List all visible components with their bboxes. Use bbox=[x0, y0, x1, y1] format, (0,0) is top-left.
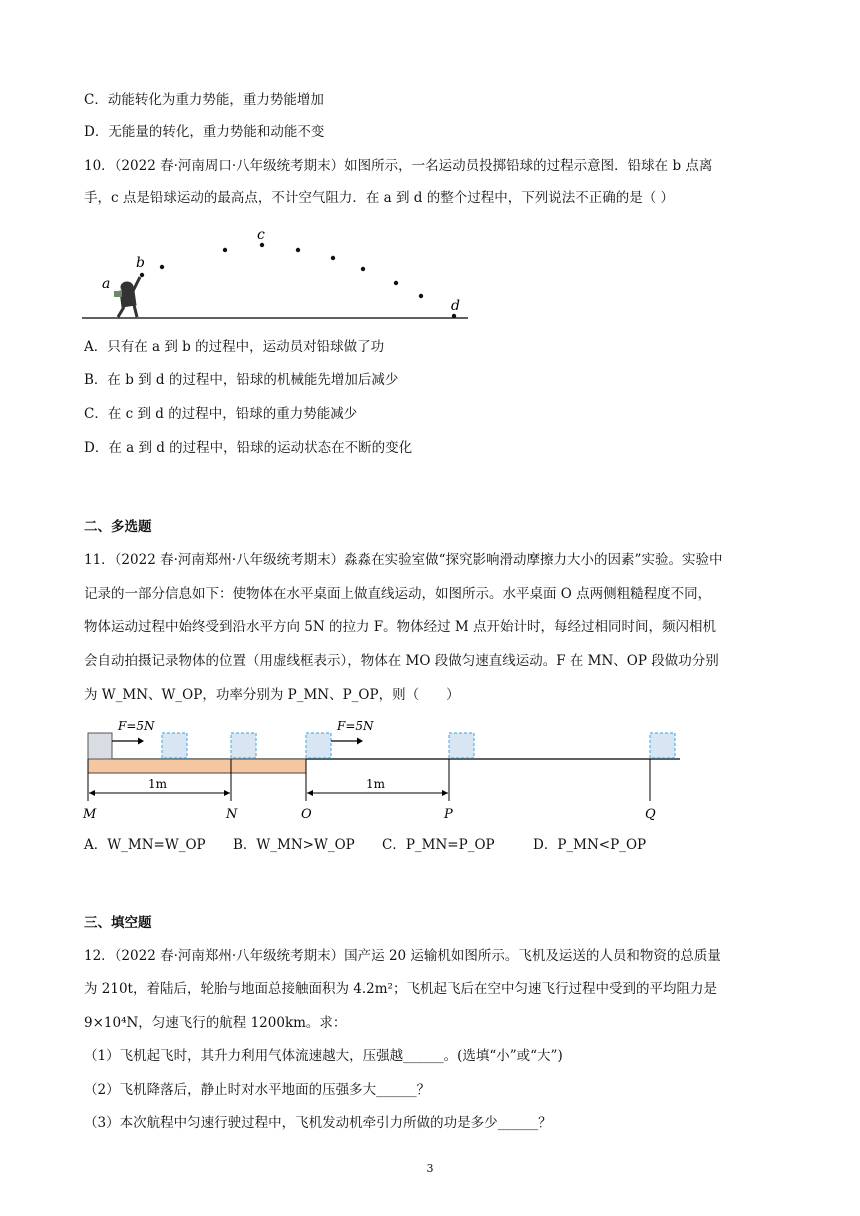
q11-option-a: A．W_MN=W_OP bbox=[84, 837, 206, 853]
dimension-arrow bbox=[224, 790, 230, 796]
athlete-figure bbox=[114, 277, 140, 317]
section-heading-multi: 二、多选题 bbox=[84, 519, 152, 535]
trajectory-point-b bbox=[140, 273, 144, 277]
q11-option-c: C．P_MN=P_OP bbox=[382, 837, 495, 853]
force-arrowhead-1 bbox=[138, 738, 144, 745]
ghost-position bbox=[231, 733, 256, 758]
q10-option-c: C．在 c 到 d 的过程中，铅球的重力势能减少 bbox=[84, 406, 358, 422]
trajectory-point-d bbox=[452, 314, 456, 318]
q11-stem-line4: 会自动拍摄记录物体的位置（用虚线框表示），物体在 MO 段做匀速直线运动。F 在 MN、OP 段做功分别 bbox=[84, 653, 719, 669]
q12-sub-1: （1）飞机起飞时，其升力利用气体流速越大，压强越______。(选填“小”或“大”) bbox=[84, 1048, 563, 1064]
dimension-arrow bbox=[307, 790, 313, 796]
q11-option-d: D．P_MN<P_OP bbox=[533, 837, 647, 853]
q9-option-d: D．无能量的转化，重力势能和动能不变 bbox=[84, 124, 325, 140]
dimension-label-op: 1m bbox=[366, 777, 386, 791]
ghost-position bbox=[449, 733, 474, 758]
q11-stem-line3: 物体运动过程中始终受到沿水平方向 5N 的拉力 F。物体经过 M 点开始计时，每经过相同时间，频闪相机 bbox=[84, 619, 717, 635]
athlete-leg-right bbox=[134, 305, 137, 317]
friction-experiment-figure bbox=[80, 715, 690, 827]
trajectory-point bbox=[160, 265, 164, 269]
q11-stem-line1: 11．（2022 春·河南郑州·八年级统考期末）淼淼在实验室做“探究影响滑动摩擦力大小的因素”实验。实验中 bbox=[84, 552, 723, 568]
q12-stem-line1: 12．（2022 春·河南郑州·八年级统考期末）国产运 20 运输机如图所示。飞机及运送的人员和物资的总质量 bbox=[84, 948, 721, 964]
athlete-leg-left bbox=[118, 307, 124, 317]
trajectory-point bbox=[223, 248, 227, 252]
trajectory-points bbox=[140, 243, 456, 318]
point-label-n: N bbox=[226, 807, 238, 822]
q9-option-c: C．动能转化为重力势能，重力势能增加 bbox=[84, 92, 324, 108]
q11-option-b: B．W_MN>W_OP bbox=[233, 837, 355, 853]
q12-stem-line3: 9×10⁴N，匀速飞行的航程 1200km。求： bbox=[84, 1015, 347, 1031]
object-block bbox=[88, 733, 112, 759]
q12-sub-2: （2）飞机降落后，静止时对水平地面的压强多大______？ bbox=[84, 1082, 431, 1098]
q11-stem-line2: 记录的一部分信息如下：使物体在水平桌面上做直线运动，如图所示。水平桌面 O 点两侧粗糙程度不同， bbox=[84, 586, 712, 602]
trajectory-point bbox=[394, 281, 398, 285]
q11-stem-line5: 为 W_MN、W_OP，功率分别为 P_MN、P_OP，则（ ） bbox=[84, 687, 460, 703]
q10-stem-line2: 手，c 点是铅球运动的最高点，不计空气阻力．在 a 到 d 的整个过程中，下列说法不正确的是（ ） bbox=[84, 190, 674, 206]
dimension-arrow bbox=[89, 790, 95, 796]
point-label-o: O bbox=[301, 807, 312, 822]
q12-stem-line2: 为 210t，着陆后，轮胎与地面总接触面积为 4.2m²；飞机起飞后在空中匀速飞行过程中受到的平均阻力是 bbox=[84, 981, 717, 997]
q12-sub-3: （3）本次航程中匀速行驶过程中，飞机发动机牵引力所做的功是多少______？ bbox=[84, 1115, 552, 1131]
point-label-m: M bbox=[83, 807, 97, 822]
q10-option-b: B．在 b 到 d 的过程中，铅球的机械能先增加后减少 bbox=[84, 372, 399, 388]
athlete-arm bbox=[133, 277, 140, 291]
athlete-shorts bbox=[114, 291, 122, 297]
ghost-position bbox=[306, 733, 331, 758]
athlete-torso bbox=[120, 291, 136, 307]
point-label-q: Q bbox=[645, 807, 656, 822]
dimension-arrow bbox=[442, 790, 448, 796]
force-label-1: F=5N bbox=[118, 719, 155, 733]
trajectory-point-c bbox=[260, 243, 264, 247]
point-label-p: P bbox=[444, 807, 453, 822]
trajectory-point bbox=[419, 294, 423, 298]
ghost-position bbox=[650, 733, 675, 758]
force-label-2: F=5N bbox=[337, 719, 374, 733]
force-arrowhead-2 bbox=[357, 738, 363, 745]
label-b: b bbox=[136, 255, 145, 271]
q10-stem-line1: 10．（2022 春·河南周口·八年级统考期末）如图所示，一名运动员投掷铅球的过程示意图．铅球在 b 点离 bbox=[84, 158, 713, 174]
trajectory-point bbox=[331, 256, 335, 260]
trajectory-point bbox=[296, 248, 300, 252]
q10-option-a: A．只有在 a 到 b 的过程中，运动员对铅球做了功 bbox=[84, 339, 385, 355]
trajectory-point bbox=[361, 267, 365, 271]
label-c: c bbox=[257, 227, 265, 243]
shot-put-figure bbox=[80, 225, 480, 325]
ghost-position bbox=[162, 733, 187, 758]
dimension-label-mn: 1m bbox=[148, 777, 168, 791]
label-a: a bbox=[102, 276, 111, 292]
page-number: 3 bbox=[426, 1162, 434, 1175]
rough-surface-mo bbox=[88, 759, 306, 773]
q10-option-d: D．在 a 到 d 的过程中，铅球的运动状态在不断的变化 bbox=[84, 440, 413, 456]
section-heading-fill: 三、填空题 bbox=[84, 915, 152, 931]
label-d: d bbox=[451, 298, 460, 314]
